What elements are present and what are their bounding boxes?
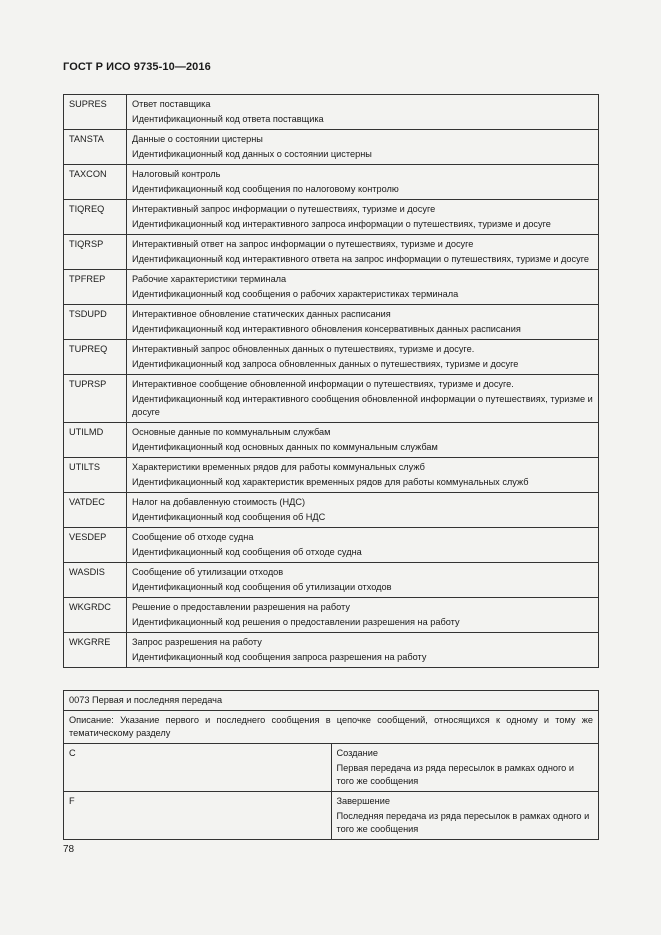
name-text: Запрос разрешения на работу	[132, 637, 262, 647]
name-text: Сообщение об утилизации отходов	[132, 567, 284, 577]
name-text: Налоговый контроль	[132, 169, 221, 179]
name-text: Решение о предоставлении разрешения на работу	[132, 602, 350, 612]
identifier-text: Идентификационный код решения о предоставлении разрешения на работу	[132, 617, 460, 627]
code-cell: UTILTS	[64, 458, 127, 493]
element-title-row	[64, 691, 599, 711]
name-text: Интерактивное сообщение обновленной информации о путешествиях, туризме и досуге.	[132, 379, 514, 389]
description-cell	[127, 165, 599, 200]
code-cell: VATDEC	[64, 493, 127, 528]
table-row	[64, 130, 599, 165]
description-cell	[127, 633, 599, 668]
code-cell: TUPRSP	[64, 375, 127, 423]
table-row	[64, 423, 599, 458]
name-text: Рабочие характеристики терминала	[132, 274, 287, 284]
identifier-text: Идентификационный код сообщения по налоговому контролю	[132, 184, 399, 194]
code-cell: WKGRDC	[64, 598, 127, 633]
page-number: 78	[63, 844, 75, 855]
identifier-text: Идентификационный код данных о состоянии цистерны	[132, 149, 372, 159]
table-row	[64, 598, 599, 633]
code-cell: TPFREP	[64, 270, 127, 305]
identifier-text: Последняя передача из ряда пересылок в рамках одного и того же сообщения	[336, 811, 590, 834]
description-cell	[127, 270, 599, 305]
name-text: Налог на добавленную стоимость (НДС)	[132, 497, 306, 507]
name-text: Интерактивный запрос обновленных данных о путешествиях, туризме и досуге.	[132, 344, 475, 354]
element-description: Описание: Указание первого и последнего сообщения в цепочке сообщений, относящихся к одному и тому же тематическому разделу	[64, 711, 599, 744]
code-cell: WASDIS	[64, 563, 127, 598]
name-text: Создание	[336, 748, 378, 758]
name-text: Интерактивный ответ на запрос информации о путешествиях, туризме и досуге	[132, 239, 474, 249]
code-cell: TIQRSP	[64, 235, 127, 270]
table-row	[64, 305, 599, 340]
name-text: Основные данные по коммунальным службам	[132, 427, 331, 437]
table-row	[64, 744, 599, 792]
description-cell	[331, 744, 599, 792]
identifier-text: Идентификационный код сообщения об утилизации отходов	[132, 582, 392, 592]
name-text: Данные о состоянии цистерны	[132, 134, 263, 144]
description-cell	[127, 130, 599, 165]
name-text: Завершение	[336, 796, 390, 806]
description-cell	[127, 235, 599, 270]
element-description-row	[64, 711, 599, 744]
description-cell	[127, 493, 599, 528]
code-cell: WKGRRE	[64, 633, 127, 668]
table-row	[64, 200, 599, 235]
description-cell	[127, 563, 599, 598]
description-cell	[127, 528, 599, 563]
name-text: Сообщение об отходе судна	[132, 532, 254, 542]
element-title: 0073 Первая и последняя передача	[64, 691, 599, 711]
table-row	[64, 792, 599, 840]
table-row	[64, 528, 599, 563]
identifier-text: Идентификационный код интерактивного ответа на запрос информации о путешествиях, туризме и досуге	[132, 254, 589, 264]
identifier-text: Идентификационный код основных данных по коммунальным службам	[132, 442, 438, 452]
description-cell	[127, 458, 599, 493]
identifier-text: Идентификационный код сообщения об отходе судна	[132, 547, 362, 557]
description-cell	[127, 375, 599, 423]
code-cell: F	[64, 792, 332, 840]
identifier-text: Идентификационный код сообщения об НДС	[132, 512, 326, 522]
code-cell: UTILMD	[64, 423, 127, 458]
code-cell: TIQREQ	[64, 200, 127, 235]
description-cell	[127, 340, 599, 375]
identifier-text: Идентификационный код запроса обновленных данных о путешествиях, туризме и досуге	[132, 359, 519, 369]
table-row	[64, 165, 599, 200]
description-cell	[127, 423, 599, 458]
name-text: Интерактивный запрос информации о путешествиях, туризме и досуге	[132, 204, 436, 214]
description-cell	[331, 792, 599, 840]
code-cell: VESDEP	[64, 528, 127, 563]
table-row	[64, 235, 599, 270]
page-header: ГОСТ Р ИСО 9735-10—2016	[63, 61, 211, 73]
identifier-text: Идентификационный код сообщения о рабочих характеристиках терминала	[132, 289, 459, 299]
message-codes-table	[63, 94, 599, 668]
description-cell	[127, 305, 599, 340]
description-cell	[127, 95, 599, 130]
identifier-text: Идентификационный код интерактивного обновления консервативных данных расписания	[132, 324, 521, 334]
code-cell: TSDUPD	[64, 305, 127, 340]
table-row	[64, 95, 599, 130]
code-cell: TANSTA	[64, 130, 127, 165]
code-cell: TAXCON	[64, 165, 127, 200]
name-text: Интерактивное обновление статических данных расписания	[132, 309, 391, 319]
name-text: Характеристики временных рядов для работы коммунальных служб	[132, 462, 425, 472]
table-row	[64, 633, 599, 668]
data-element-table	[63, 690, 599, 840]
description-cell	[127, 598, 599, 633]
table-row	[64, 563, 599, 598]
identifier-text: Идентификационный код ответа поставщика	[132, 114, 324, 124]
table-row	[64, 493, 599, 528]
identifier-text: Идентификационный код сообщения запроса разрешения на работу	[132, 652, 427, 662]
table-row	[64, 375, 599, 423]
description-cell	[127, 200, 599, 235]
identifier-text: Идентификационный код интерактивного запроса информации о путешествиях, туризме и досуге	[132, 219, 551, 229]
table-row	[64, 340, 599, 375]
identifier-text: Первая передача из ряда пересылок в рамках одного и того же сообщения	[336, 763, 574, 786]
code-cell: TUPREQ	[64, 340, 127, 375]
name-text: Ответ поставщика	[132, 99, 211, 109]
identifier-text: Идентификационный код интерактивного сообщения обновленной информации о путешествиях, туризме и досуге	[132, 394, 593, 417]
code-cell: C	[64, 744, 332, 792]
table-row	[64, 458, 599, 493]
identifier-text: Идентификационный код характеристик временных рядов для работы коммунальных служб	[132, 477, 529, 487]
table-row	[64, 270, 599, 305]
code-cell: SUPRES	[64, 95, 127, 130]
